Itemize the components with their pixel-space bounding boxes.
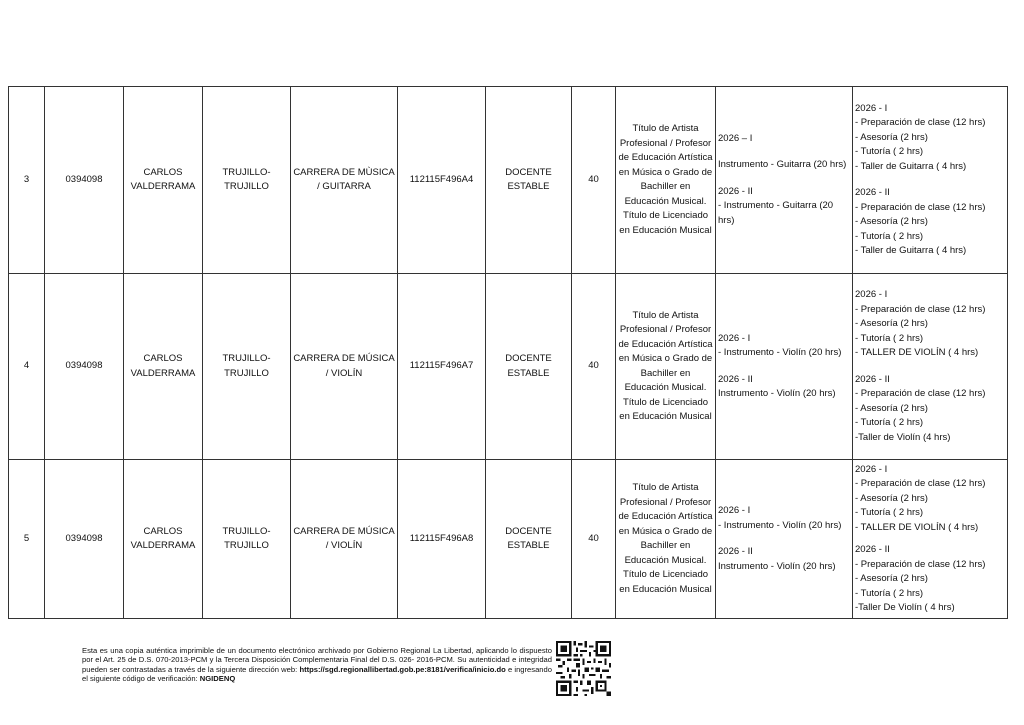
list-item: - Tutoría ( 2 hrs) xyxy=(855,146,924,157)
non-lective-hours xyxy=(853,87,1008,274)
list-item: - Preparación de clase (12 hrs) xyxy=(855,558,986,570)
condition: DOCENTE ESTABLE xyxy=(486,87,572,274)
lective-semester-2: 2026 - II xyxy=(718,185,753,197)
row-number: 4 xyxy=(9,274,45,460)
semester-label: 2026 - I xyxy=(855,289,888,300)
list-item: - Asesoría (2 hrs) xyxy=(855,216,928,227)
teacher-name: CARLOS VALDERRAMA xyxy=(124,274,203,460)
location: TRUJILLO-TRUJILLO xyxy=(203,460,291,619)
career: CARRERA DE MÙSICA / GUITARRA xyxy=(291,87,398,274)
non-lective-hours xyxy=(853,274,1008,460)
hours: 40 xyxy=(572,460,616,619)
list-item: - Preparación de clase (12 hrs) xyxy=(855,303,986,315)
location: TRUJILLO-TRUJILLO xyxy=(203,274,291,460)
verification-code: NGIDENQ xyxy=(199,674,236,684)
list-item: - Preparación de clase (12 hrs) xyxy=(855,478,986,489)
teacher-name: CARLOS VALDERRAMA xyxy=(124,87,203,274)
lective-item-2: Instrumento - Violín (20 hrs) xyxy=(718,560,836,572)
list-item: - Tutoría ( 2 hrs) xyxy=(855,587,924,599)
non-lective-hours xyxy=(853,460,1008,619)
verification-url[interactable]: https://sgd.regionallibertad.gob.pe:8181/verifica/inicio.do xyxy=(299,664,506,674)
list-item: -Taller De Violín ( 4 hrs) xyxy=(855,602,955,613)
career: CARRERA DE MÚSICA / VIOLÍN xyxy=(291,460,398,619)
teacher-code: 0394098 xyxy=(45,87,124,274)
condition: DOCENTE ESTABLE xyxy=(486,274,572,460)
table-row xyxy=(9,274,1008,460)
location: TRUJILLO-TRUJILLO xyxy=(203,87,291,274)
notice-middle: e ingresando el siguiente código de verificación: xyxy=(82,664,552,684)
required-title: Título de Artista Profesional / Profesor de Educación Artística en Música o Grado de Bachiller en Educación Musical. Título de Licenciado en Educación Musical xyxy=(616,274,716,460)
lective-semester-2: 2026 - II xyxy=(718,373,753,385)
lective-hours xyxy=(716,87,853,274)
teacher-assignment-table xyxy=(8,86,1008,619)
list-item: - Preparación de clase (12 hrs) xyxy=(855,388,986,399)
semester-label: 2026 - I xyxy=(855,102,888,114)
list-item: - Asesoría (2 hrs) xyxy=(855,402,928,414)
lective-item-1: Instrumento - Guitarra (20 hrs) xyxy=(718,159,847,171)
hours: 40 xyxy=(572,87,616,274)
semester-label: 2026 - I xyxy=(855,463,888,475)
list-item: - Asesoría (2 hrs) xyxy=(855,131,928,143)
career: CARRERA DE MÚSICA / VIOLÍN xyxy=(291,274,398,460)
semester-label: 2026 - II xyxy=(855,544,890,555)
list-item: - Tutoría ( 2 hrs) xyxy=(855,417,924,428)
list-item: - TALLER DE VIOLÍN ( 4 hrs) xyxy=(855,347,979,358)
lective-semester-2: 2026 - II xyxy=(718,546,753,557)
required-title: Título de Artista Profesional / Profesor de Educación Artística en Música o Grado de Bachiller en Educación Musical. Título de Licenciado en Educación Musical xyxy=(616,87,716,274)
lective-item-1: - Instrumento - Violín (20 hrs) xyxy=(718,519,842,531)
list-item: - Taller de Guitarra ( 4 hrs) xyxy=(855,245,967,256)
list-item: - Asesoría (2 hrs) xyxy=(855,492,928,504)
lective-semester-1: 2026 - I xyxy=(718,505,751,516)
teacher-code: 0394098 xyxy=(45,460,124,619)
lective-item-2: - Instrumento - Guitarra (20 hrs) xyxy=(718,200,834,226)
table-row xyxy=(9,87,1008,274)
lective-hours xyxy=(716,460,853,619)
hours: 40 xyxy=(572,274,616,460)
list-item: -Taller de Violín (4 hrs) xyxy=(855,431,951,443)
row-number: 5 xyxy=(9,460,45,619)
teacher-code: 0394098 xyxy=(45,274,124,460)
plaza-code: 112115F496A4 xyxy=(398,87,486,274)
table-row xyxy=(9,460,1008,619)
list-item: - Tutoría ( 2 hrs) xyxy=(855,332,924,344)
lective-semester-1: 2026 - I xyxy=(718,332,751,344)
list-item: - Taller de Guitarra ( 4 hrs) xyxy=(855,160,967,172)
notice-text: Esta es una copia auténtica imprimible de un documento electrónico archivado por Gobierno Regional La Libertad, aplicando lo dispuesto por el Art. 25 de D.S. 070-2013-PCM y la Tercera Disposición Complementaria Final del D.S. 026- 2016-PCM. Su autenticidad e integridad pueden ser contrastadas a través de la siguiente dirección web: xyxy=(82,646,552,674)
list-item: - Preparación de clase (12 hrs) xyxy=(855,201,986,213)
list-item: - TALLER DE VIOLÍN ( 4 hrs) xyxy=(855,521,979,533)
row-number: 3 xyxy=(9,87,45,274)
lective-semester-1: 2026 – I xyxy=(718,132,753,144)
plaza-code: 112115F496A7 xyxy=(398,274,486,460)
teacher-name: CARLOS VALDERRAMA xyxy=(124,460,203,619)
lective-item-1: - Instrumento - Violín (20 hrs) xyxy=(718,347,842,358)
semester-label: 2026 - II xyxy=(855,187,890,198)
list-item: - Asesoría (2 hrs) xyxy=(855,573,928,584)
required-title: Título de Artista Profesional / Profesor de Educación Artística en Música o Grado de Bachiller en Educación Musical. Título de Licenciado en Educación Musical xyxy=(616,460,716,619)
authenticity-notice xyxy=(82,646,552,684)
lective-item-2: Instrumento - Violín (20 hrs) xyxy=(718,388,836,399)
lective-hours xyxy=(716,274,853,460)
condition: DOCENTE ESTABLE xyxy=(486,460,572,619)
list-item: - Tutoría ( 2 hrs) xyxy=(855,507,924,518)
plaza-code: 112115F496A8 xyxy=(398,460,486,619)
qr-code-icon xyxy=(556,641,611,696)
list-item: - Tutoría ( 2 hrs) xyxy=(855,230,924,242)
semester-label: 2026 - II xyxy=(855,373,890,385)
list-item: - Asesoría (2 hrs) xyxy=(855,318,928,329)
list-item: - Preparación de clase (12 hrs) xyxy=(855,117,986,128)
